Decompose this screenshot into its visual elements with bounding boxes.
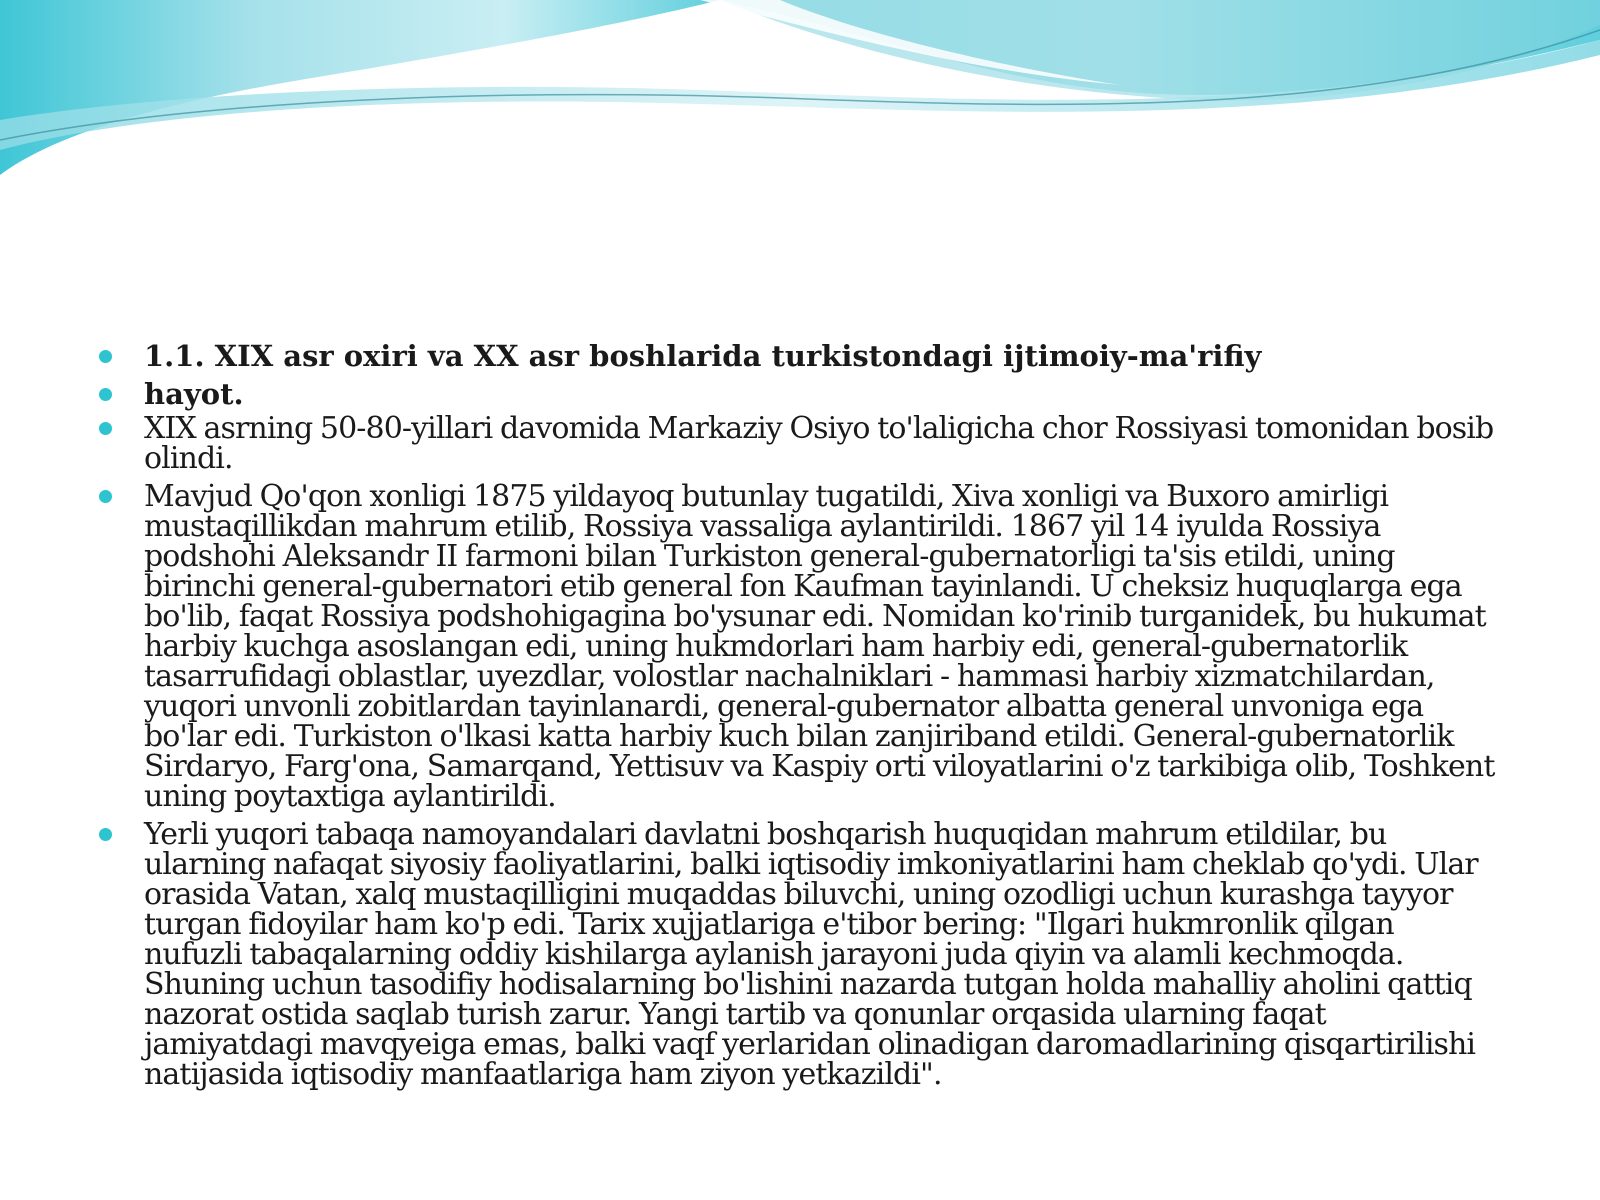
paragraph-text: XIX asrning 50-80-yillari davomida Markaziy Osiyo to'laligicha chor Rossiyasi tomonidan bosib olindi.	[144, 411, 1494, 476]
paragraph	[96, 479, 1496, 814]
bullet-icon	[99, 388, 112, 401]
heading-text: hayot.	[144, 377, 244, 411]
paragraph	[96, 817, 1496, 1092]
bullet-icon	[99, 828, 112, 841]
heading-text: 1.1. XIX asr oxiri va XX asr boshlarida turkistondagi ijtimoiy-ma'rifiy	[144, 339, 1262, 373]
paragraph-text: Yerli yuqori tabaqa namoyandalari davlatni boshqarish huquqidan mahrum etildilar, bu ularning nafaqat siyosiy faoliyatlarini, balki iqtisodiy imkoniyatlarini ham cheklab qo'ydi. Ular orasida Vatan, xalq mustaqilligini muqaddas biluvchi, uning ozodligi uchun kurashga tayyor turgan fidoyilar ham ko'p edi. Tarix xujjatlariga e'tibor bering: "Ilgari hukmronlik qilgan nufuzli tabaqalarning oddiy kishilarga aylanish jarayoni juda qiyin va alamli kechmoqda. Shuning uchun tasodifiy hodisalarning bo'lishini nazarda tutgan holda mahalliy aholini qattiq nazorat ostida saqlab turish zarur. Yangi tartib va qonunlar orqasida ularning faqat jamiyatdagi mavqyeiga emas, balki vaqf yerlaridan olinadigan daromadlarining qisqartirilishi natijasida iqtisodiy manfaatlariga ham ziyon yetkazildi".	[144, 817, 1478, 1092]
bullet-list	[96, 338, 1496, 1098]
section-heading	[96, 338, 1496, 374]
paragraph	[96, 411, 1496, 476]
decorative-wave-header	[0, 0, 1600, 200]
bullet-icon	[99, 422, 112, 435]
section-heading-continued	[96, 376, 1496, 412]
bullet-icon	[99, 490, 112, 503]
bullet-icon	[99, 350, 112, 363]
paragraph-text: Mavjud Qo'qon xonligi 1875 yildayoq butunlay tugatildi, Xiva xonligi va Buxoro amirligi mustaqillikdan mahrum etilib, Rossiya vassaliga aylantirildi. 1867 yil 14 iyulda Rossiya podshohi Aleksandr II farmoni bilan Turkiston general-gubernatorligi ta'sis etildi, uning birinchi general-gubernatori etib general fon Kaufman tayinlandi. U cheksiz huquqlarga ega bo'lib, faqat Rossiya podshohigagina bo'ysunar edi. Nomidan ko'rinib turganidek, bu hukumat harbiy kuchga asoslangan edi, uning hukmdorlari ham harbiy edi, general-gubernatorlik tasarrufidagi oblastlar, uyezdlar, volostlar nachalniklari - hammasi harbiy xizmatchilardan, yuqori unvonli zobitlardan tayinlanardi, general-gubernator albatta general unvoniga ega bo'lar edi. Turkiston o'lkasi katta harbiy kuch bilan zanjiriband etildi. General-gubernatorlik Sirdaryo, Farg'ona, Samarqand, Yettisuv va Kaspiy orti viloyatlarini o'z tarkibiga olib, Toshkent uning poytaxtiga aylantirildi.	[144, 479, 1495, 814]
